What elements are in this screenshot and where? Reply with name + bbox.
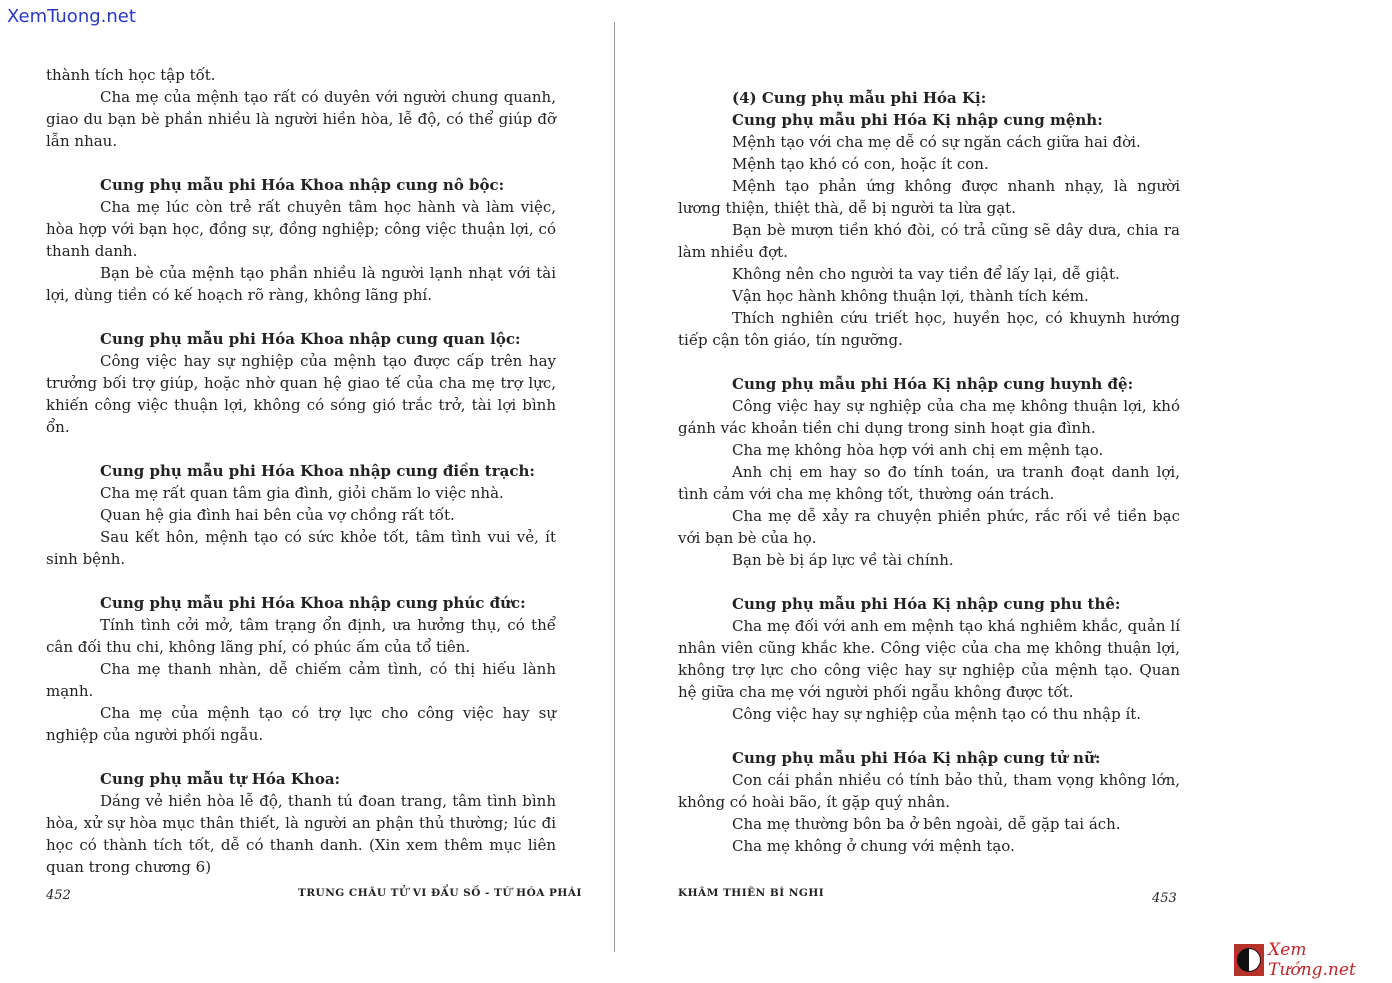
paragraph: Thích nghiên cứu triết học, huyền học, có khuynh hướng tiếp cận tôn giáo, tín ngưỡng. xyxy=(678,309,1180,349)
paragraph: Cha mẹ đối với anh em mệnh tạo khá nghiêm khắc, quản lí nhân viên cũng khắc khe. Công việc của cha mẹ không thuận lợi, không trợ lực cho công việc hay sự nghiệp của mệnh tạo. Quan hệ giữa cha mẹ với người phối ngẫu không được tốt. xyxy=(678,617,1180,701)
section-heading: Cung phụ mẫu phi Hóa Kị nhập cung tử nữ: xyxy=(732,749,1101,767)
paragraph: Cha mẹ không hòa hợp với anh chị em mệnh tạo. xyxy=(732,441,1104,459)
section-heading: Cung phụ mẫu phi Hóa Kị nhập cung mệnh: xyxy=(732,111,1103,129)
paragraph: Quan hệ gia đình hai bên của vợ chồng rất tốt. xyxy=(100,506,455,524)
paragraph: Bạn bè mượn tiền khó đòi, có trả cũng sẽ dây dưa, chia ra làm nhiều đợt. xyxy=(678,221,1180,261)
paragraph: Tính tình cởi mở, tâm trạng ổn định, ưa hưởng thụ, có thể cân đối thu chi, không lãng phí, có phúc ấm của tổ tiên. xyxy=(46,616,556,656)
page-gutter-divider xyxy=(614,22,615,952)
paragraph: Con cái phần nhiều có tính bảo thủ, tham vọng không lớn, không có hoài bão, ít gặp quý nhân. xyxy=(678,771,1180,811)
section-heading: (4) Cung phụ mẫu phi Hóa Kị: xyxy=(732,89,987,107)
paragraph: Anh chị em hay so đo tính toán, ưa tranh đoạt danh lợi, tình cảm với cha mẹ không tốt, thường oán trách. xyxy=(678,463,1180,503)
section xyxy=(46,174,556,306)
paragraph: Công việc hay sự nghiệp của mệnh tạo có thu nhập ít. xyxy=(732,705,1142,723)
section xyxy=(46,592,556,746)
section-heading: Cung phụ mẫu phi Hóa Kị nhập cung phu thê: xyxy=(732,595,1121,613)
site-logo xyxy=(1234,940,1392,980)
page-right xyxy=(678,87,1180,857)
section-heading: Cung phụ mẫu phi Hóa Kị nhập cung huynh đệ: xyxy=(732,375,1134,393)
section-heading: Cung phụ mẫu phi Hóa Khoa nhập cung phúc đức: xyxy=(100,594,526,612)
page-number-left: 452 xyxy=(46,888,71,903)
running-title-left: TRUNG CHÂU TỬ VI ĐẨU SỐ - TỨ HÓA PHÁI xyxy=(298,887,582,899)
paragraph: Cha mẹ rất quan tâm gia đình, giỏi chăm lo việc nhà. xyxy=(100,484,504,502)
section xyxy=(46,328,556,438)
section xyxy=(678,109,1180,351)
paragraph: Mệnh tạo với cha mẹ dễ có sự ngăn cách giữa hai đời. xyxy=(732,133,1141,151)
section xyxy=(678,373,1180,571)
section xyxy=(46,460,556,570)
running-title-right: KHÂM THIÊN BÍ NGHI xyxy=(678,887,825,899)
paragraph: Cha mẹ lúc còn trẻ rất chuyên tâm học hành và làm việc, hòa hợp với bạn học, đồng sự, đồng nghiệp; công việc thuận lợi, có thanh danh. xyxy=(46,198,556,260)
page-left xyxy=(46,64,556,878)
section xyxy=(46,64,556,152)
section-heading: Cung phụ mẫu phi Hóa Khoa nhập cung điền trạch: xyxy=(100,462,535,480)
section-heading: Cung phụ mẫu phi Hóa Khoa nhập cung nô bộc: xyxy=(100,176,505,194)
paragraph: Cha mẹ thanh nhàn, dễ chiếm cảm tình, có thị hiếu lành mạnh. xyxy=(46,660,556,700)
paragraph: Công việc hay sự nghiệp của mệnh tạo được cấp trên hay trưởng bối trợ giúp, hoặc nhờ quan hệ giao tế của cha mẹ trợ lực, khiến công việc thuận lợi, không có sóng gió trắc trở, tài lợi bình ổn. xyxy=(46,352,556,436)
paragraph: Bạn bè của mệnh tạo phần nhiều là người lạnh nhạt với tài lợi, dùng tiền có kế hoạch rõ ràng, không lãng phí. xyxy=(46,264,556,304)
section xyxy=(678,87,1180,109)
paragraph: Mệnh tạo khó có con, hoặc ít con. xyxy=(732,155,989,173)
paragraph: Công việc hay sự nghiệp của cha mẹ không thuận lợi, khó gánh vác khoản tiền chi dụng trong sinh hoạt gia đình. xyxy=(678,397,1180,437)
paragraph: Cha mẹ dễ xảy ra chuyện phiền phức, rắc rối về tiền bạc với bạn bè của họ. xyxy=(678,507,1180,547)
page-number-right: 453 xyxy=(1152,891,1177,906)
paragraph: Mệnh tạo phản ứng không được nhanh nhạy, là người lương thiện, thiệt thà, dễ bị người ta lừa gạt. xyxy=(678,177,1180,217)
paragraph: Không nên cho người ta vay tiền để lấy lại, dễ giật. xyxy=(732,265,1120,283)
section-heading: Cung phụ mẫu tự Hóa Khoa: xyxy=(100,770,341,788)
paragraph: Dáng vẻ hiền hòa lễ độ, thanh tú đoan trang, tâm tình bình hòa, xử sự hòa mục thân thiết, là người an phận thủ thường; lúc đi học có thành tích tốt, dễ có thanh danh. (Xin xem thêm mục liên quan trong chương 6) xyxy=(46,792,556,876)
section xyxy=(46,768,556,878)
paragraph: Cha mẹ của mệnh tạo có trợ lực cho công việc hay sự nghiệp của người phối ngẫu. xyxy=(46,704,556,744)
watermark: XemTuong.net xyxy=(7,6,136,27)
paragraph: Sau kết hôn, mệnh tạo có sức khỏe tốt, tâm tình vui vẻ, ít sinh bệnh. xyxy=(46,528,556,568)
paragraph: thành tích học tập tốt. xyxy=(46,66,216,84)
paragraph: Cha mẹ thường bôn ba ở bên ngoài, dễ gặp tai ách. xyxy=(732,815,1121,833)
section xyxy=(678,747,1180,857)
section-heading: Cung phụ mẫu phi Hóa Khoa nhập cung quan lộc: xyxy=(100,330,521,348)
paragraph: Vận học hành không thuận lợi, thành tích kém. xyxy=(732,287,1089,305)
section xyxy=(678,593,1180,725)
paragraph: Cha mẹ của mệnh tạo rất có duyên với người chung quanh, giao du bạn bè phần nhiều là người hiền hòa, lễ độ, có thể giúp đỡ lẫn nhau. xyxy=(46,88,556,150)
logo-text: Xem Tướng.net xyxy=(1268,940,1356,980)
paragraph: Bạn bè bị áp lực về tài chính. xyxy=(732,551,954,569)
paragraph: Cha mẹ không ở chung với mệnh tạo. xyxy=(732,837,1015,855)
yin-yang-icon xyxy=(1234,944,1264,976)
